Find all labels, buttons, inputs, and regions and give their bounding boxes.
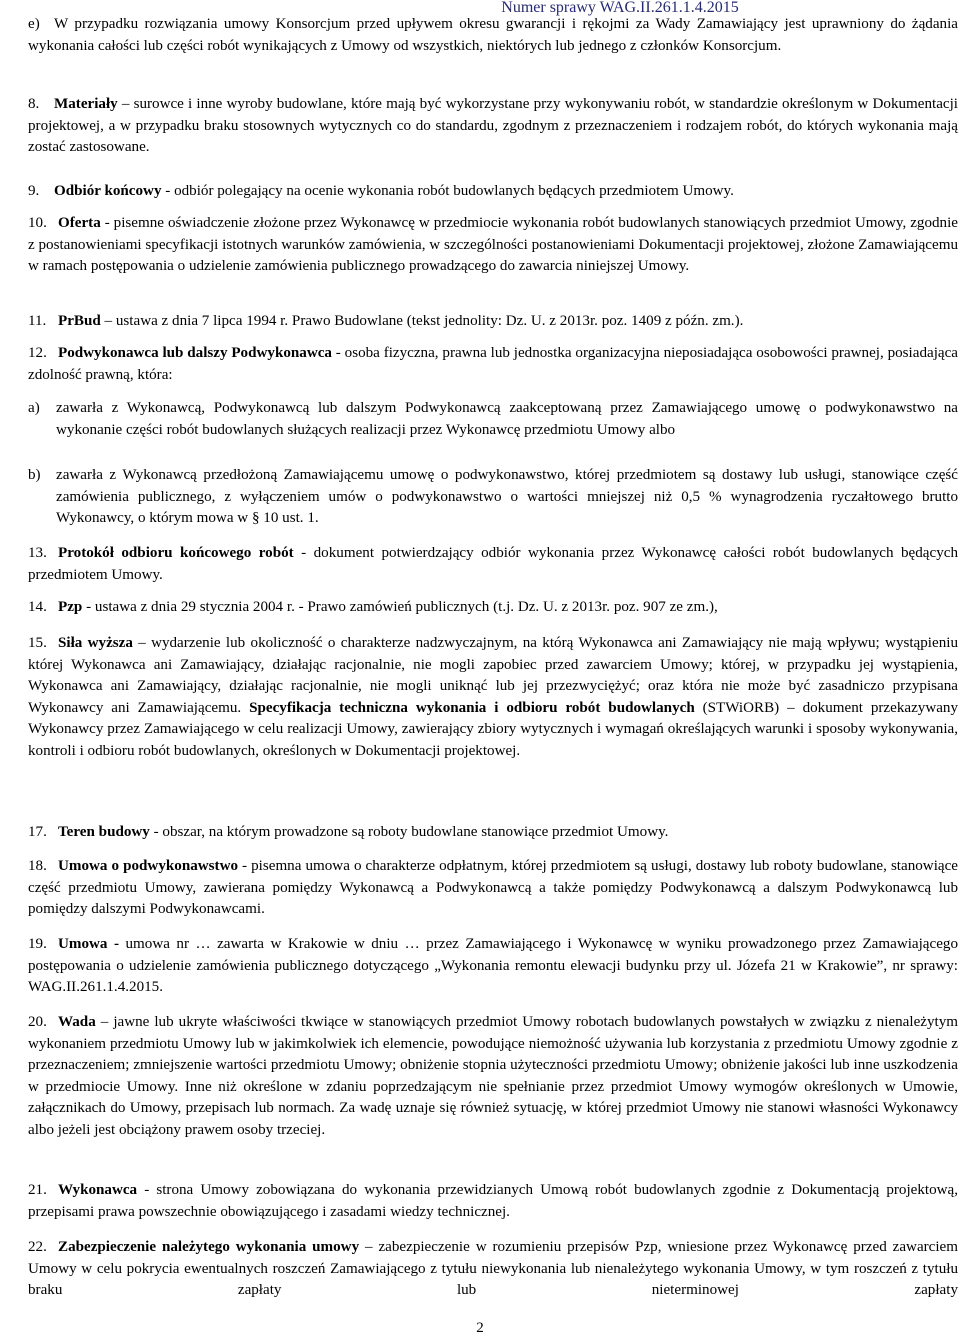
definition-number: 20. <box>28 1014 47 1030</box>
definition-number: 15. <box>28 635 47 651</box>
definition-body: umowa nr … zawarta w Krakowie w dniu … przez Zamawiającego i Wykonawcę w wyniku prowadzonego przez Zamawiającego postępowania o udzielenie zamówienia publicznego dotyczącego „Wykonania remontu elewacji budynku przy ul. Józefa 21 w Krakowie”, nr sprawy: WAG.II.261.1.4.2015. <box>28 936 959 996</box>
sub-item-marker: b) <box>28 467 41 483</box>
definition-body: - pisemne oświadczenie złożone przez Wykonawcę w przedmiocie wykonania robót budowlanych stanowiących przedmiot Umowy, zgodnie z postanowieniami specyfikacji istotnych warunków zamówienia, w szczególności postanowieniami Dokumentacji projektowej, złożone Zamawiającemu w ramach postępowania o udzielenie zamówienia publicznego prowadzącego do zawarcia niniejszej Umowy. <box>28 215 958 275</box>
definition-number: 8. <box>28 96 40 112</box>
definition-term: Materiały <box>54 96 118 112</box>
definition-term: Podwykonawca lub dalszy Podwykonawca <box>58 345 332 361</box>
list-item <box>28 14 958 80</box>
definition-text <box>28 934 958 999</box>
definition-term: Odbiór końcowy <box>54 183 162 199</box>
item-text <box>28 14 958 57</box>
definition-number: 11. <box>28 313 47 329</box>
definition-text <box>28 822 958 844</box>
definition-body: - odbiór polegający na ocenie wykonania robót budowlanych będących przedmiotem Umowy. <box>161 183 734 199</box>
definition-term: Pzp <box>58 599 83 615</box>
definition-body: – jawne lub ukryte właściwości tkwiące w stanowiących przedmiot Umowy robotach budowlanych powstałych w związku z nienależytym wykonaniem przedmiotu Umowy lub w jakimkolwiek ich elemencie, powodujące niemożność używania lub korzystania z przedmiotu Umowy zgodnie z przeznaczeniem; zmniejszenie wartości przedmiotu Umowy; obniżenie stopnia użyteczności przedmiotu Umowy; obniżenie jakości lub inne uszkodzenia w przedmiocie Umowy. Inne niż określone w zdaniu poprzedzającym nie spełnianie przez przedmiot Umowy wymogów określonych w Umowie, załącznikach do Umowy, przepisach lub normach. Za wadę uznaje się również sytuację, w której przedmiot Umowy nie stanowi własności Wykonawcy albo jeżeli jest obciążony prawem osoby trzeciej. <box>28 1014 958 1138</box>
definition-text <box>28 94 958 159</box>
definition-body: – zabezpieczenie w rozumieniu przepisów Pzp, wniesione przez Wykonawcę przed zawarciem Umowy w celu pokrycia ewentualnych roszczeń Zamawiającego z tytułu niewykonania lub nienależytego wykonania Umowy, w tym roszczeń z tytułu braku zapłaty lub nieterminowej zapłaty <box>28 1239 959 1299</box>
page-number: 2 <box>476 1320 484 1336</box>
definition-body: (STWiORB) – dokument przekazywany Wykonawcy przez Zamawiającego w celu realizacji Umowy, zawierający zbiory wytycznych i wymagań określających warunki i sposoby wykonywania, kontroli i odbioru robót budowlanych, określonych w Dokumentacji projektowej. <box>28 699 959 759</box>
sub-item-text: zawarła z Wykonawcą przedłożoną Zamawiającemu umowę o podwykonawstwo, której przedmiotem są dostawy lub usługi, stanowiące część zamówienia publicznego, z wyłączeniem umów o podwykonawstwo o wartości mniejszej niż 0,5 % wynagrodzenia ryczałtowego brutto Wykonawcy, o którym mowa w § 10 ust. 1. <box>56 467 958 527</box>
definition-number: 18. <box>28 858 47 874</box>
definition-text <box>28 213 958 278</box>
definition-term: Teren budowy <box>58 824 150 840</box>
definition-body: – surowce i inne wyroby budowlane, które mają być wykorzystane przy wykonywaniu robót, w standardzie określonym w Dokumentacji projektowej, a w przypadku braku stosownych wytycznych co do standardu, zgodnym z przeznaczeniem i rodzajem robót, do których wykonania mają zostać zastosowane. <box>28 96 958 156</box>
definition-body: - ustawa z dnia 29 stycznia 2004 r. - Prawo zamówień publicznych (t.j. Dz. U. z 2013r. poz. 907 ze zm.), <box>82 599 718 615</box>
definition-term: Protokół odbioru końcowego robót <box>58 545 294 561</box>
item-marker: e) <box>28 16 40 32</box>
definition-text <box>28 856 958 921</box>
definition-body: - pisemna umowa o charakterze odpłatnym, której przedmiotem są usługi, dostawy lub roboty budowlane, stanowiące część przedmiotu Umowy, zawierana pomiędzy Wykonawcą a Podwykonawcą a także pomiędzy Podwykonawcą a dalszym Podwykonawcą lub pomiędzy dalszymi Podwykonawcami. <box>28 858 958 918</box>
definition-body: - osoba fizyczna, prawna lub jednostka organizacyjna nieposiadająca osobowości prawnej, posiadająca zdolność prawną, która: <box>28 345 958 383</box>
sub-item-marker: a) <box>28 400 40 416</box>
definition-term: Siła wyższa <box>58 635 133 651</box>
definition-term: Wykonawca <box>58 1182 138 1198</box>
definition-term: Umowa - <box>58 936 119 952</box>
definition-number: 22. <box>28 1239 47 1255</box>
definition-text <box>28 633 958 763</box>
case-number: Numer sprawy WAG.II.261.1.4.2015 <box>501 0 739 16</box>
definition-text <box>28 343 958 386</box>
definition-body: - dokument potwierdzający odbiór wykonania przez Wykonawcę całości robót budowlanych będących przedmiotem Umowy. <box>28 545 958 583</box>
definition-text <box>28 597 958 619</box>
definition-text <box>28 1012 958 1142</box>
definition-number: 13. <box>28 545 47 561</box>
definition-body: – ustawa z dnia 7 lipca 1994 r. Prawo Budowlane (tekst jednolity: Dz. U. z 2013r. poz. 1409 z późn. zm.). <box>100 313 744 329</box>
definition-number: 12. <box>28 345 47 361</box>
definition-term: Specyfikacja techniczna wykonania i odbioru robót budowlanych <box>249 699 695 716</box>
definition-number: 14. <box>28 599 47 615</box>
definition-term: Wada <box>58 1014 96 1030</box>
definition-body: – wydarzenie lub okoliczność o charakterze nadzwyczajnym, na którą Wykonawca ani Zamawiający nie mają wpływu; wystąpieniu której Wykonawca ani Zamawiający, działając racjonalnie, nie mogli zapobiec przed zawarciem Umowy; której, w przypadku jej wystąpienia, Wykonawca ani Zamawiający, działając racjonalnie, nie mogli uniknąć lub jej przezwyciężyć; oraz która nie może być zasadniczo przypisana Wykonawcy ani Zamawiającemu. <box>28 635 958 716</box>
definition-text <box>28 311 958 333</box>
sub-item-text: zawarła z Wykonawcą, Podwykonawcą lub dalszym Podwykonawcą zaakceptowaną przez Zamawiającego umowę o podwykonawstwo na wykonanie części robót budowlanych służących realizacji przez Wykonawcę przedmiotu Umowy albo <box>56 400 958 438</box>
definition-text <box>28 1180 958 1223</box>
item-e-text: W przypadku rozwiązania umowy Konsorcjum przed upływem okresu gwarancji i rękojmi za Wady Zamawiający jest uprawniony do żądania wykonania całości lub części robót wynikających z Umowy od wszystkich, niektórych lub jednego z członków Konsorcjum. <box>28 16 958 54</box>
definition-term: Oferta <box>58 215 101 231</box>
definition-number: 10. <box>28 215 47 231</box>
definition-text <box>28 181 958 203</box>
definition-text <box>28 1237 958 1302</box>
definition-number: 17. <box>28 824 47 840</box>
definition-number: 19. <box>28 936 47 952</box>
definition-term: PrBud <box>58 313 101 329</box>
definition-text <box>28 543 958 586</box>
definition-term: Umowa o podwykonawstwo <box>58 858 239 874</box>
definition-body: - obszar, na którym prowadzone są roboty budowlane stanowiące przedmiot Umowy. <box>149 824 669 840</box>
definition-term: Zabezpieczenie należytego wykonania umowy <box>58 1239 360 1255</box>
definition-body: - strona Umowy zobowiązana do wykonania przewidzianych Umową robót budowlanych zgodnie z Dokumentacją projektową, przepisami prawa powszechnie obowiązującego i zasadami wiedzy technicznej. <box>28 1182 958 1220</box>
definition-number: 21. <box>28 1182 47 1198</box>
definition-number: 9. <box>28 183 40 199</box>
